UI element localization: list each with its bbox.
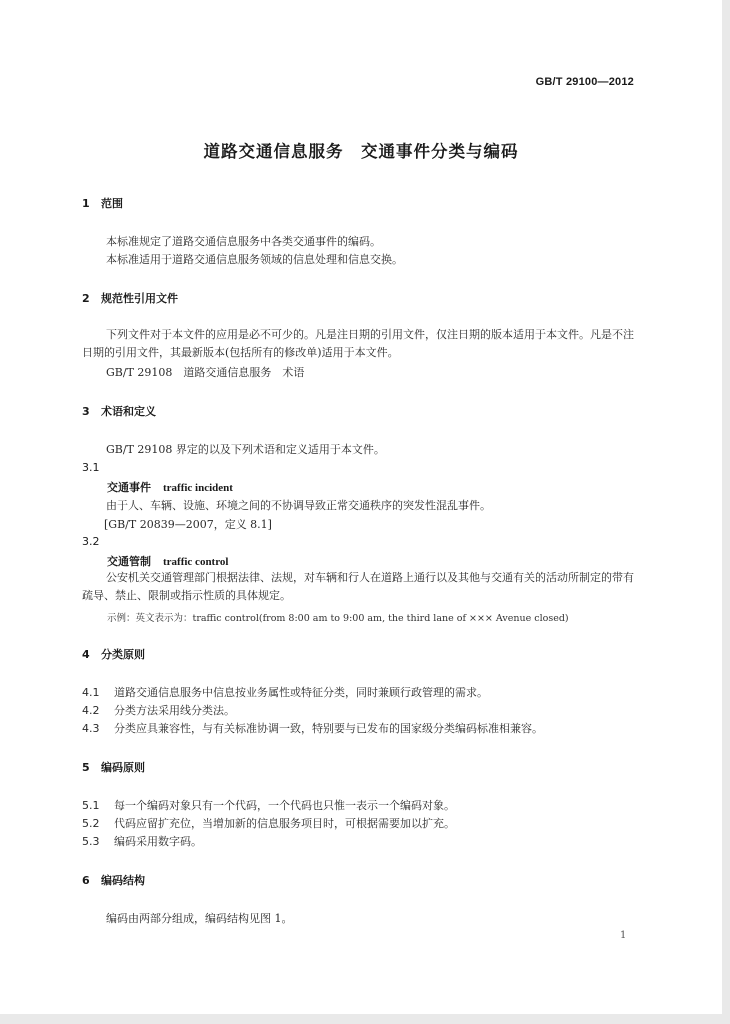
item-text: 分类应具兼容性，与有关标准协调一致，特别要与已发布的国家级分类编码标准相兼容。 <box>114 722 543 735</box>
list-item <box>82 720 543 736</box>
term-number: 3.2 <box>82 535 100 548</box>
section-title: 分类原则 <box>101 648 145 661</box>
normative-references-paragraph: 下列文件对于本文件的应用是必不可少的。凡是注日期的引用文件，仅注日期的版本适用于本文件。凡是不注日期的引用文件，其最新版本(包括所有的修改单)适用于本文件。 <box>82 328 634 359</box>
item-number: 5.2 <box>82 817 100 830</box>
term-chinese: 交通事件 <box>107 481 151 494</box>
list-item <box>82 684 488 700</box>
term-source: [GB/T 20839—2007，定义 8.1] <box>104 518 272 531</box>
item-number: 4.1 <box>82 686 100 699</box>
section-title: 规范性引用文件 <box>101 292 178 305</box>
term-chinese: 交通管制 <box>107 555 151 568</box>
list-item <box>82 797 455 813</box>
section-6-heading <box>82 872 145 888</box>
item-number: 5.3 <box>82 835 100 848</box>
term-english: traffic control <box>163 556 229 568</box>
term-english: traffic incident <box>163 482 233 494</box>
section-title: 范围 <box>101 197 123 210</box>
item-text: 道路交通信息服务中信息按业务属性或特征分类，同时兼顾行政管理的需求。 <box>114 686 488 699</box>
section-title: 编码原则 <box>101 761 145 774</box>
term-number: 3.1 <box>82 461 100 474</box>
item-text: 分类方法采用线分类法。 <box>114 704 235 717</box>
list-item <box>82 833 202 849</box>
section-number: 2 <box>82 292 90 305</box>
section-number: 6 <box>82 874 90 887</box>
item-text: 编码采用数字码。 <box>114 835 202 848</box>
term-traffic-incident <box>107 479 233 495</box>
section-title: 术语和定义 <box>101 405 156 418</box>
coding-structure-paragraph: 编码由两部分组成，编码结构见图 1。 <box>106 912 293 925</box>
scope-paragraph-2: 本标准适用于道路交通信息服务领域的信息处理和信息交换。 <box>106 253 403 266</box>
section-number: 5 <box>82 761 90 774</box>
list-item <box>82 815 455 831</box>
terms-intro: GB/T 29108 界定的以及下列术语和定义适用于本文件。 <box>106 443 385 456</box>
page-number: 1 <box>620 930 627 941</box>
section-number: 1 <box>82 197 90 210</box>
item-number: 4.3 <box>82 722 100 735</box>
section-3-heading <box>82 403 156 419</box>
term-definition: 公安机关交通管理部门根据法律、法规，对车辆和行人在道路上通行以及其他与交通有关的活动所制定的带有疏导、禁止、限制或指示性质的具体规定。 <box>82 571 634 602</box>
item-number: 4.2 <box>82 704 100 717</box>
item-text: 每一个编码对象只有一个代码，一个代码也只惟一表示一个编码对象。 <box>114 799 455 812</box>
section-number: 4 <box>82 648 90 661</box>
list-item <box>82 702 235 718</box>
section-number: 3 <box>82 405 90 418</box>
section-title: 编码结构 <box>101 874 145 887</box>
term-definition: 由于人、车辆、设施、环境之间的不协调导致正常交通秩序的突发性混乱事件。 <box>106 499 491 512</box>
section-2-heading <box>82 290 178 306</box>
item-text: 代码应留扩充位，当增加新的信息服务项目时，可根据需要加以扩充。 <box>114 817 455 830</box>
item-number: 5.1 <box>82 799 100 812</box>
term-traffic-control <box>107 553 228 569</box>
normative-reference-item: GB/T 29108 道路交通信息服务 术语 <box>106 366 305 379</box>
section-1-heading <box>82 195 123 211</box>
document-title: 道路交通信息服务 交通事件分类与编码 <box>203 142 519 161</box>
scope-paragraph-1: 本标准规定了道路交通信息服务中各类交通事件的编码。 <box>106 235 381 248</box>
section-5-heading <box>82 759 145 775</box>
term-example: 示例：英文表示为：traffic control(from 8:00 am to 9:00 am, the third lane of ××× Avenue closed) <box>107 613 569 624</box>
section-4-heading <box>82 646 145 662</box>
standard-code: GB/T 29100—2012 <box>535 76 634 88</box>
